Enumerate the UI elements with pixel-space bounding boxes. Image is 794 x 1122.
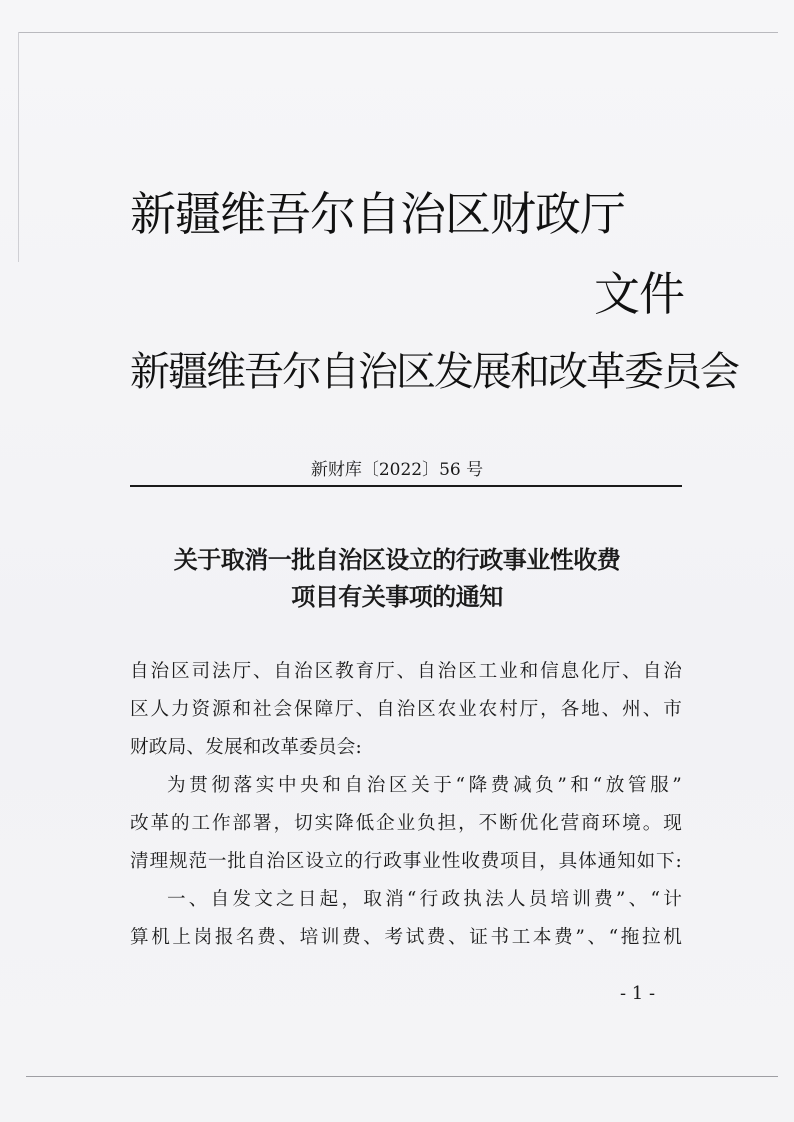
paragraph-line: 为贯彻落实中央和自治区关于“降费减负”和“放管服” bbox=[167, 775, 682, 796]
paragraph-line: 改革的工作部署，切实降低企业负担，不断优化营商环境。现 bbox=[130, 813, 682, 834]
paragraph-line: 清理规范一批自治区设立的行政事业性收费项目，具体通知如下: bbox=[130, 851, 682, 872]
document-word: 文件 bbox=[594, 267, 684, 321]
recipients-line: 自治区司法厅、自治区教育厅、自治区工业和信息化厅、自治 bbox=[130, 661, 682, 682]
scan-edge-left bbox=[18, 32, 19, 262]
paragraph-line: 一、自发文之日起，取消“行政执法人员培训费”、“计 bbox=[167, 889, 682, 910]
recipients-line: 区人力资源和社会保障厅、自治区农业农村厅，各地、州、市 bbox=[130, 699, 682, 720]
document-title-line-1: 关于取消一批自治区设立的行政事业性收费 bbox=[173, 546, 621, 574]
header-separator-line bbox=[130, 485, 682, 487]
issuer-finance-department: 新疆维吾尔自治区财政厅 bbox=[130, 187, 625, 241]
document-number: 新财库〔2022〕56 号 bbox=[310, 460, 484, 480]
issuer-development-reform-commission: 新疆维吾尔自治区发展和改革委员会 bbox=[130, 349, 738, 395]
scan-edge-bottom bbox=[26, 1076, 778, 1077]
scan-edge-top bbox=[18, 32, 778, 33]
recipients-line: 财政局、发展和改革委员会: bbox=[130, 737, 362, 758]
paragraph-line: 算机上岗报名费、培训费、考试费、证书工本费”、“拖拉机 bbox=[130, 927, 682, 948]
page-number: - 1 - bbox=[620, 983, 656, 1004]
document-title-line-2: 项目有关事项的通知 bbox=[291, 583, 503, 611]
